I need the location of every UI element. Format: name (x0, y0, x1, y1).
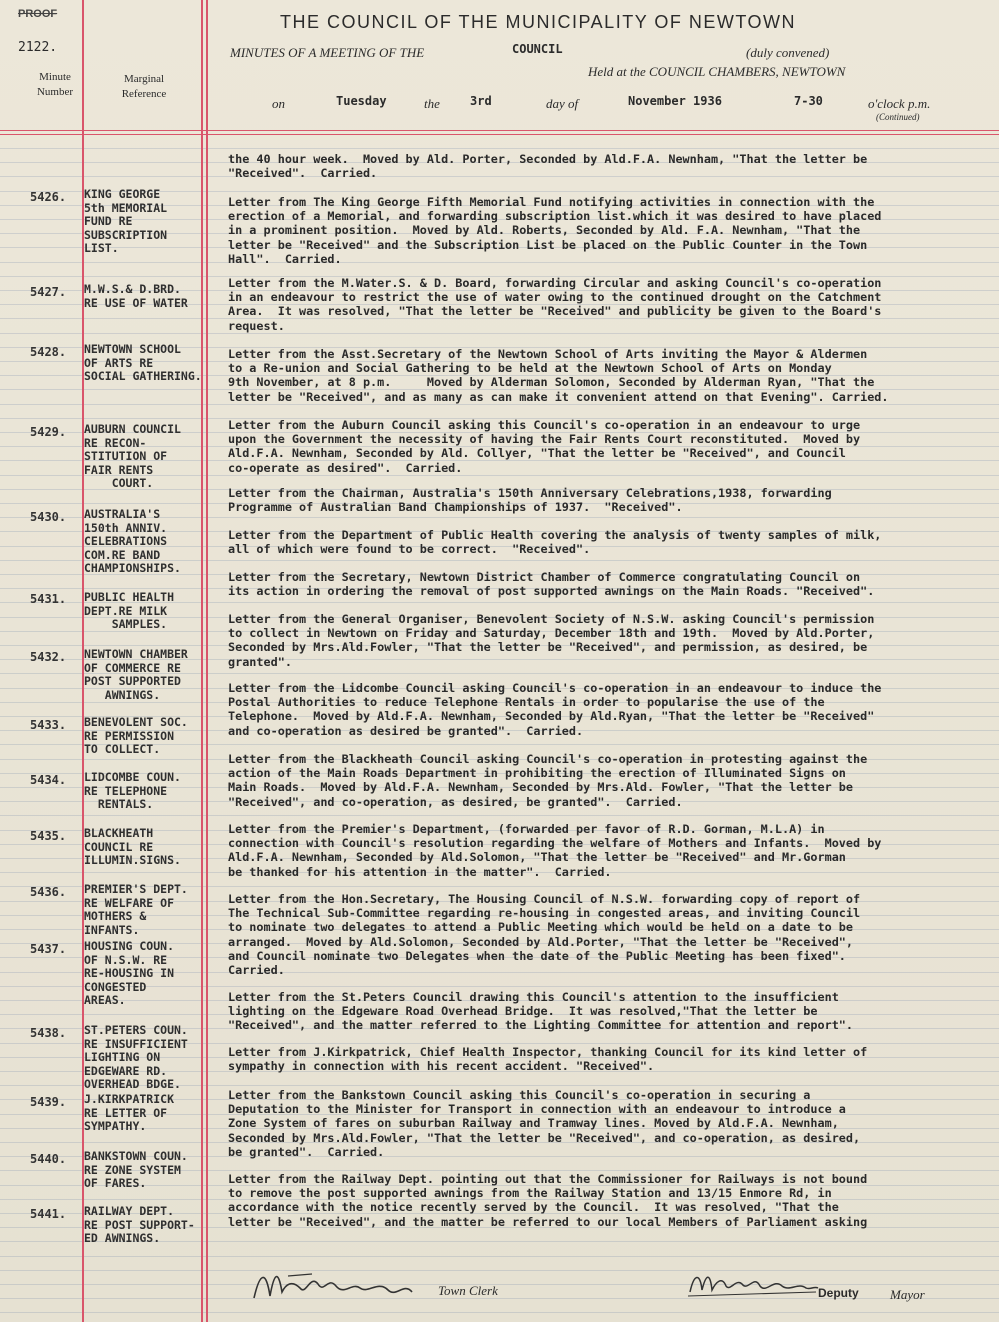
held-at: Held at the COUNCIL CHAMBERS, NEWTOWN (588, 64, 846, 79)
meeting-weekday: Tuesday (336, 94, 387, 108)
minute-text: Letter from the Auburn Council asking this Council's co-operation in an endeavour to urge upon the Government the necessity of having the Fair Rents Court reconstituted. Moved by Ald.F.A. Newnham, Seconded by Ald. Collyer, "That the letter be "Received", and Council co-operate as desired". Carried. (228, 418, 861, 475)
continued-label: (Continued) (876, 112, 920, 122)
marginal-reference: NEWTOWN CHAMBER OF COMMERCE RE POST SUPPORTED AWNINGS. (84, 647, 188, 702)
minute-number: 5438. (30, 1026, 67, 1040)
ruled-line (0, 148, 999, 149)
minute-number: 5437. (30, 942, 67, 956)
marginal-reference: NEWTOWN SCHOOL OF ARTS RE SOCIAL GATHERING. (84, 342, 202, 383)
minute-text: Letter from The King George Fifth Memorial Fund notifying activities in connection with the erection of a Memorial, and forwarding subscription list.which it was desired to have placed in a prominent position. Moved by Ald. Roberts, Seconded by Ald. F.A. Newnham, "That the letter be "Received" and the Subscription List be placed on the Public Counter in the Town Hall". Carried. (228, 195, 882, 266)
ruled-line (0, 1256, 999, 1257)
minute-number: 5430. (30, 510, 67, 524)
ruled-line (0, 1312, 999, 1313)
minute-number: 5426. (30, 190, 67, 204)
column-heading-marginal-reference: Marginal Reference (121, 73, 167, 100)
marginal-reference: ST.PETERS COUN. RE INSUFFICIENT LIGHTING ON EDGEWARE RD. OVERHEAD BDGE. (84, 1023, 188, 1091)
header-rule-double (0, 134, 999, 135)
minutes-label: MINUTES OF A MEETING OF THE (230, 45, 425, 60)
minute-number: 5439. (30, 1095, 67, 1109)
marginal-reference: AUSTRALIA'S 150th ANNIV. CELEBRATIONS COM.RE BAND CHAMPIONSHIPS. (84, 507, 181, 575)
marginal-reference: LIDCOMBE COUN. RE TELEPHONE RENTALS. (84, 770, 181, 811)
meeting-type: COUNCIL (512, 42, 563, 56)
minute-number: 5435. (30, 829, 67, 843)
on-label: on (272, 96, 285, 111)
marginal-reference: PUBLIC HEALTH DEPT.RE MILK SAMPLES. (84, 590, 175, 631)
minute-number: 5428. (30, 345, 67, 359)
page-title: THE COUNCIL OF THE MUNICIPALITY OF NEWTOWN (280, 12, 797, 32)
minute-number: 5441. (30, 1207, 67, 1221)
minute-text: Letter from the Railway Dept. pointing out that the Commissioner for Railways is not bound to remove the post supported awnings from the Railway Station and 13/15 Enmore Rd, in accordance with the notice recently served by the Council. It was resolved, "That the letter be "Received", and the matter be referred to our local Members of Parliament asking (228, 1172, 868, 1229)
meeting-time: 7-30 (794, 94, 823, 108)
town-clerk-signature (248, 1262, 418, 1308)
minute-number: 5427. (30, 285, 67, 299)
minute-number: 5432. (30, 650, 67, 664)
marginal-reference: KING GEORGE 5th MEMORIAL FUND RE SUBSCRIPTION LIST. (84, 187, 168, 255)
minute-number: 5431. (30, 592, 67, 606)
mayor-signature (686, 1262, 821, 1304)
ruled-line (0, 815, 999, 816)
marginal-reference: PREMIER'S DEPT. RE WELFARE OF MOTHERS & INFANTS. (84, 882, 188, 937)
minute-text: Letter from the Chairman, Australia's 150th Anniversary Celebrations,1938, forwarding Programme of Australian Band Championships of 1937. "Received". (228, 486, 832, 515)
minute-text: Letter from the General Organiser, Benevolent Society of N.S.W. asking Council's permission to collect in Newtown on Friday and Saturday, December 18th and 19th. Moved by Ald.Porter, Seconded by Mrs.Ald.Fowler, "That the letter be "Received", and permission, as desired, be granted". (228, 612, 875, 669)
minute-number: 5429. (30, 425, 67, 439)
mayor-label: Mayor (890, 1287, 925, 1302)
minute-text: Letter from the Asst.Secretary of the Newtown School of Arts inviting the Mayor & Aldermen to a Re-union and Social Gathering to be held at the Newtown School of Arts on Monday 9th November, at 8 p.m. Moved by Alderman Solomon, Seconded by Alderman Ryan, "That the letter be "Received", and as many as can make it convenient attend on that Evening". Carried. (228, 347, 889, 404)
minute-text: Letter from the Blackheath Council asking Council's co-operation in protesting against the action of the Main Roads Department in prohibiting the erection of Illuminated Signs on Main Roads. Moved by Ald.F.A. Newnham, Seconded by Mrs.Ald. Fowler, "That the letter be "Received", and co-operation, as desired, be granted". Carried. (228, 752, 868, 809)
column-heading-minute-number: Minute Number (36, 71, 74, 98)
minute-number: 5433. (30, 718, 67, 732)
minute-text: the 40 hour week. Moved by Ald. Porter, Seconded by Ald.F.A. Newnham, "That the letter be "Received". Carried. (228, 152, 868, 181)
the-label: the (424, 96, 440, 111)
minute-text: Letter from the M.Water.S. & D. Board, forwarding Circular and asking Council's co-operation in an endeavour to restrict the use of water owing to the continued drought on the Catchment Area. It was resolved, "That the letter be "Received" and publicity be given to the Board's request. (228, 276, 882, 333)
minute-number: 5434. (30, 773, 67, 787)
minute-text: Letter from the Secretary, Newtown District Chamber of Commerce congratulating Council on its action in ordering the removal of post supported awnings on the Main Roads. "Received". (228, 570, 875, 599)
marginal-reference: RAILWAY DEPT. RE POST SUPPORT- ED AWNINGS. (84, 1204, 195, 1245)
minute-number: 5436. (30, 885, 67, 899)
ruled-line (0, 1270, 999, 1271)
marginal-reference: BLACKHEATH COUNCIL RE ILLUMIN.SIGNS. (84, 826, 181, 867)
minute-text: Letter from the Bankstown Council asking this Council's co-operation in securing a Deputation to the Minister for Transport in connection with an endeavour to introduce a Zone System of fares on suburban Railway and Tramway lines. Moved by Ald.F.A. Newnham, Seconded by Mrs.Ald.Fowler, "That the letter be "Received", and co-operation, as desired, be granted". Carried. (228, 1088, 861, 1159)
minute-text: Letter from the Department of Public Health covering the analysis of twenty samples of milk, all of which were found to be correct. "Received". (228, 528, 882, 557)
ruled-line (0, 1284, 999, 1285)
book-number: 2122. (18, 40, 58, 55)
marginal-reference: M.W.S.& D.BRD. RE USE OF WATER (84, 282, 188, 310)
stamp: PROOF (18, 8, 58, 20)
deputy-label: Deputy (818, 1286, 859, 1300)
minute-number: 5440. (30, 1152, 67, 1166)
marginal-reference: J.KIRKPATRICK RE LETTER OF SYMPATHY. (84, 1092, 175, 1133)
marginal-reference: HOUSING COUN. OF N.S.W. RE RE-HOUSING IN CONGESTED AREAS. (84, 939, 175, 1007)
oclock-label: o'clock p.m. (868, 96, 931, 111)
day-of-label: day of (546, 96, 579, 111)
minute-text: Letter from the Lidcombe Council asking Council's co-operation in an endeavour to induce the Postal Authorities to reduce Telephone Rentals in order to popularise the use of the Telephone. Moved by Ald.F.A. Newnham, Seconded by Ald.Ryan, "That the letter be "Received" and co-operation as desired be granted". Carried. (228, 681, 882, 738)
town-clerk-label: Town Clerk (438, 1283, 498, 1298)
marginal-reference: BENEVOLENT SOC. RE PERMISSION TO COLLECT. (84, 715, 188, 756)
duly-convened: (duly convened) (746, 45, 830, 60)
meeting-day: 3rd (470, 94, 492, 108)
header-rule (0, 130, 999, 131)
minute-text: Letter from the St.Peters Council drawing this Council's attention to the insufficient lighting on the Edgeware Road Overhead Bridge. It was resolved,"That the letter be "Received", and the matter referred to the Lighting Committee for attention and report". (228, 990, 854, 1033)
minute-text: Letter from the Premier's Department, (forwarded per favor of R.D. Gorman, M.L.A) in connection with Council's resolution regarding the welfare of Mothers and Infants. Moved by Ald.F.A. Newnham, Seconded by Ald.Solomon, "That the letter be "Received" and Mr.Gorman be thanked for his attention in the matter". Carried. (228, 822, 882, 879)
marginal-reference: BANKSTOWN COUN. RE ZONE SYSTEM OF FARES. (84, 1149, 188, 1190)
minute-text: Letter from the Hon.Secretary, The Housing Council of N.S.W. forwarding copy of report of The Technical Sub-Committee regarding re-housing in congested areas, and inviting Council to nominate two delegates to attend a Public Meeting which would be held on a date to be arranged. Moved by Ald.Solomon, Seconded by Ald.Porter, "That the letter be "Received", and Council nominate two Delegates when the date of the Public Meeting has been fixed". Carried. (228, 892, 861, 978)
minute-text: Letter from J.Kirkpatrick, Chief Health Inspector, thanking Council for its kind letter of sympathy in connection with his recent accident. "Received". (228, 1045, 868, 1074)
marginal-reference: AUBURN COUNCIL RE RECON- STITUTION OF FAIR RENTS COURT. (84, 422, 181, 490)
meeting-month-year: November 1936 (628, 94, 722, 108)
